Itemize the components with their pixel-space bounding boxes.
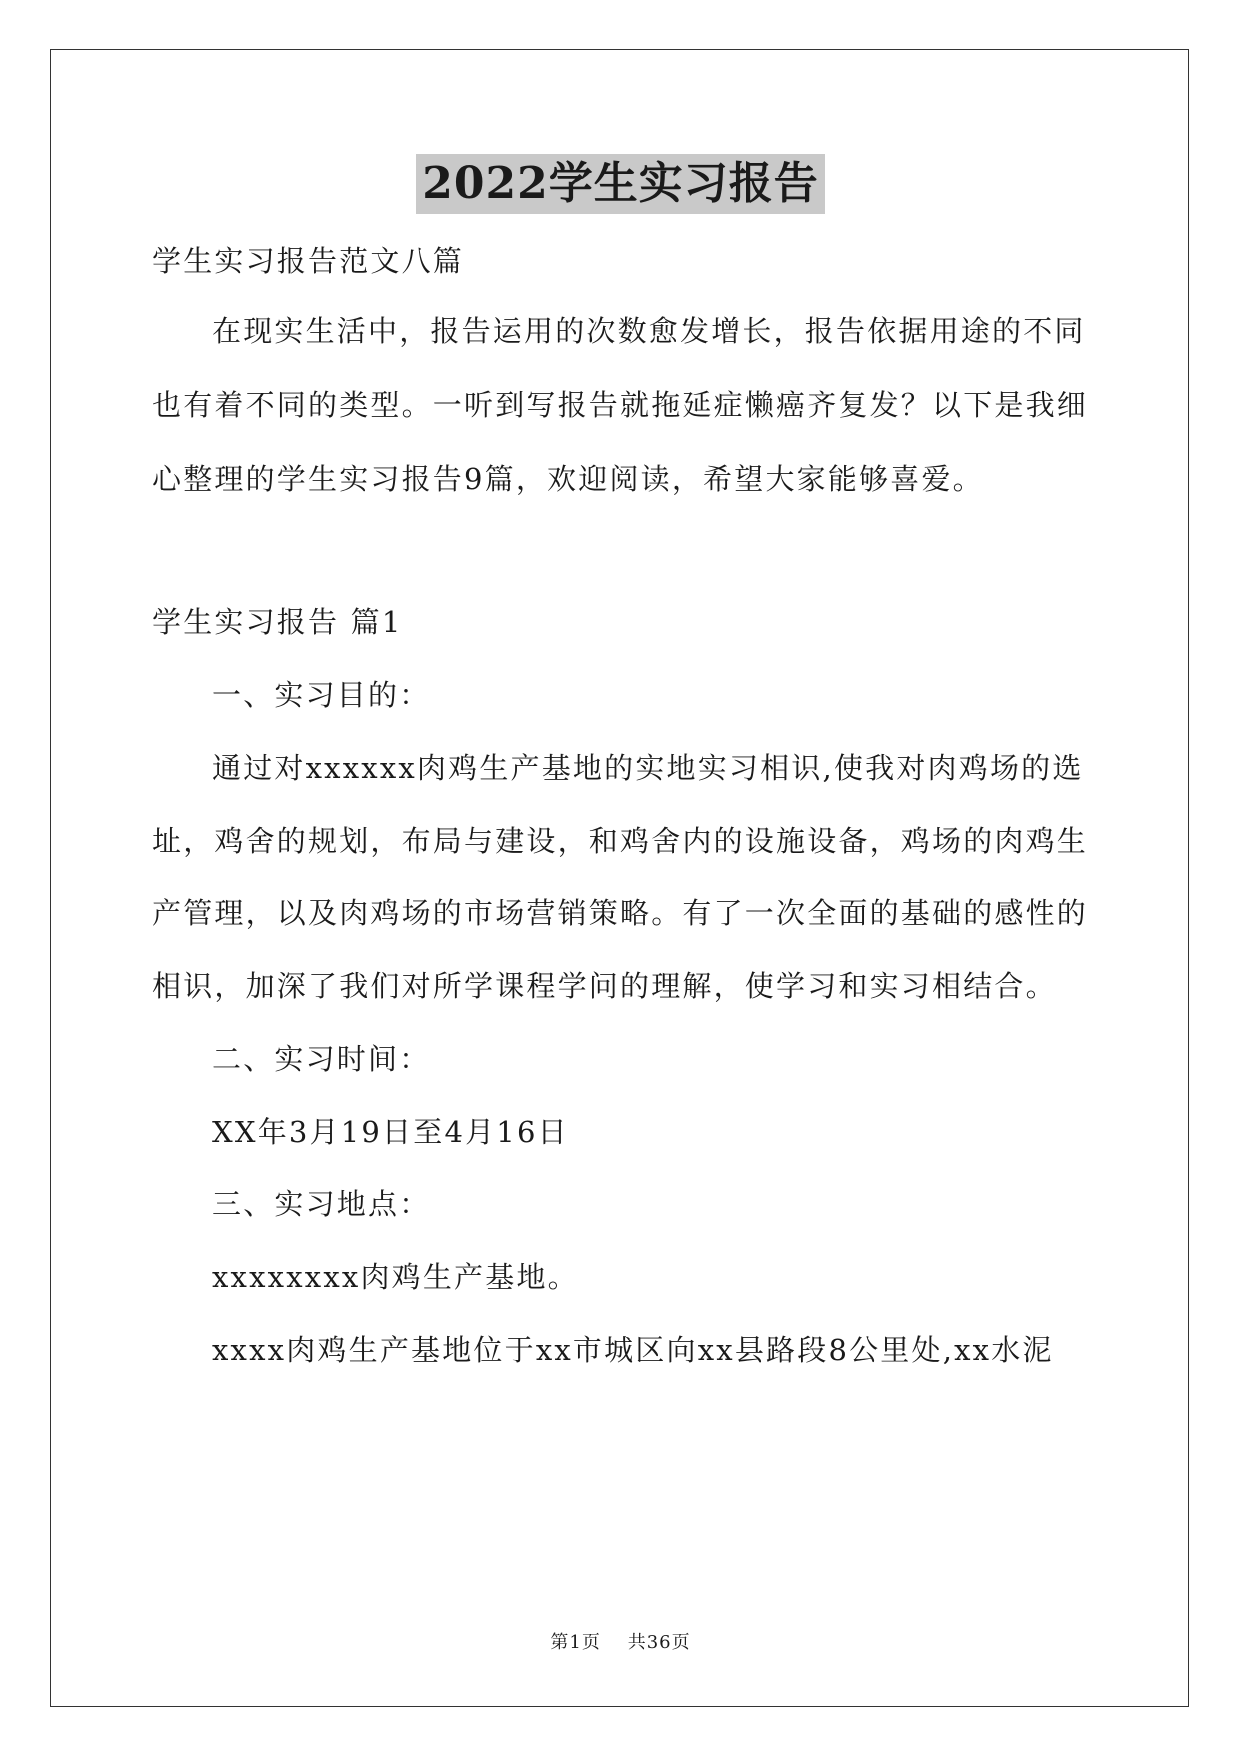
purpose-line-4: 相识，加深了我们对所学课程学问的理解，使学习和实习相结合。 — [152, 969, 1057, 1003]
purpose-line-2: 址，鸡舍的规划，布局与建设，和鸡舍内的设施设备，鸡场的肉鸡生 — [152, 824, 1089, 858]
page-number: 第1页 — [550, 1632, 601, 1653]
subtitle: 学生实习报告范文八篇 — [152, 244, 465, 278]
time-heading: 二、实习时间： — [212, 1042, 431, 1076]
place-heading: 三、实习地点： — [212, 1187, 431, 1221]
place-value: xxxxxxxx肉鸡生产基地。 — [212, 1260, 579, 1294]
section-heading: 学生实习报告 篇1 — [152, 605, 403, 639]
intro-line-3: 心整理的学生实习报告9篇，欢迎阅读，希望大家能够喜爱。 — [152, 462, 984, 496]
intro-line-2: 也有着不同的类型。一听到写报告就拖延症懒癌齐复发？以下是我细 — [152, 388, 1089, 422]
page-border — [50, 49, 1189, 1707]
document-title — [0, 154, 1241, 214]
page-footer — [0, 1628, 1241, 1654]
document-title-text: 2022学生实习报告 — [416, 154, 824, 214]
purpose-line-1: 通过对xxxxxx肉鸡生产基地的实地实习相识,使我对肉鸡场的选 — [212, 751, 1084, 785]
time-value: XX年3月19日至4月16日 — [212, 1115, 569, 1149]
place-description: xxxx肉鸡生产基地位于xx市城区向xx县路段8公里处,xx水泥 — [212, 1333, 1054, 1367]
purpose-line-3: 产管理，以及肉鸡场的市场营销策略。有了一次全面的基础的感性的 — [152, 896, 1089, 930]
intro-line-1: 在现实生活中，报告运用的次数愈发增长，报告依据用途的不同 — [212, 314, 1086, 348]
purpose-heading: 一、实习目的： — [212, 678, 431, 712]
page-total: 共36页 — [627, 1632, 691, 1653]
